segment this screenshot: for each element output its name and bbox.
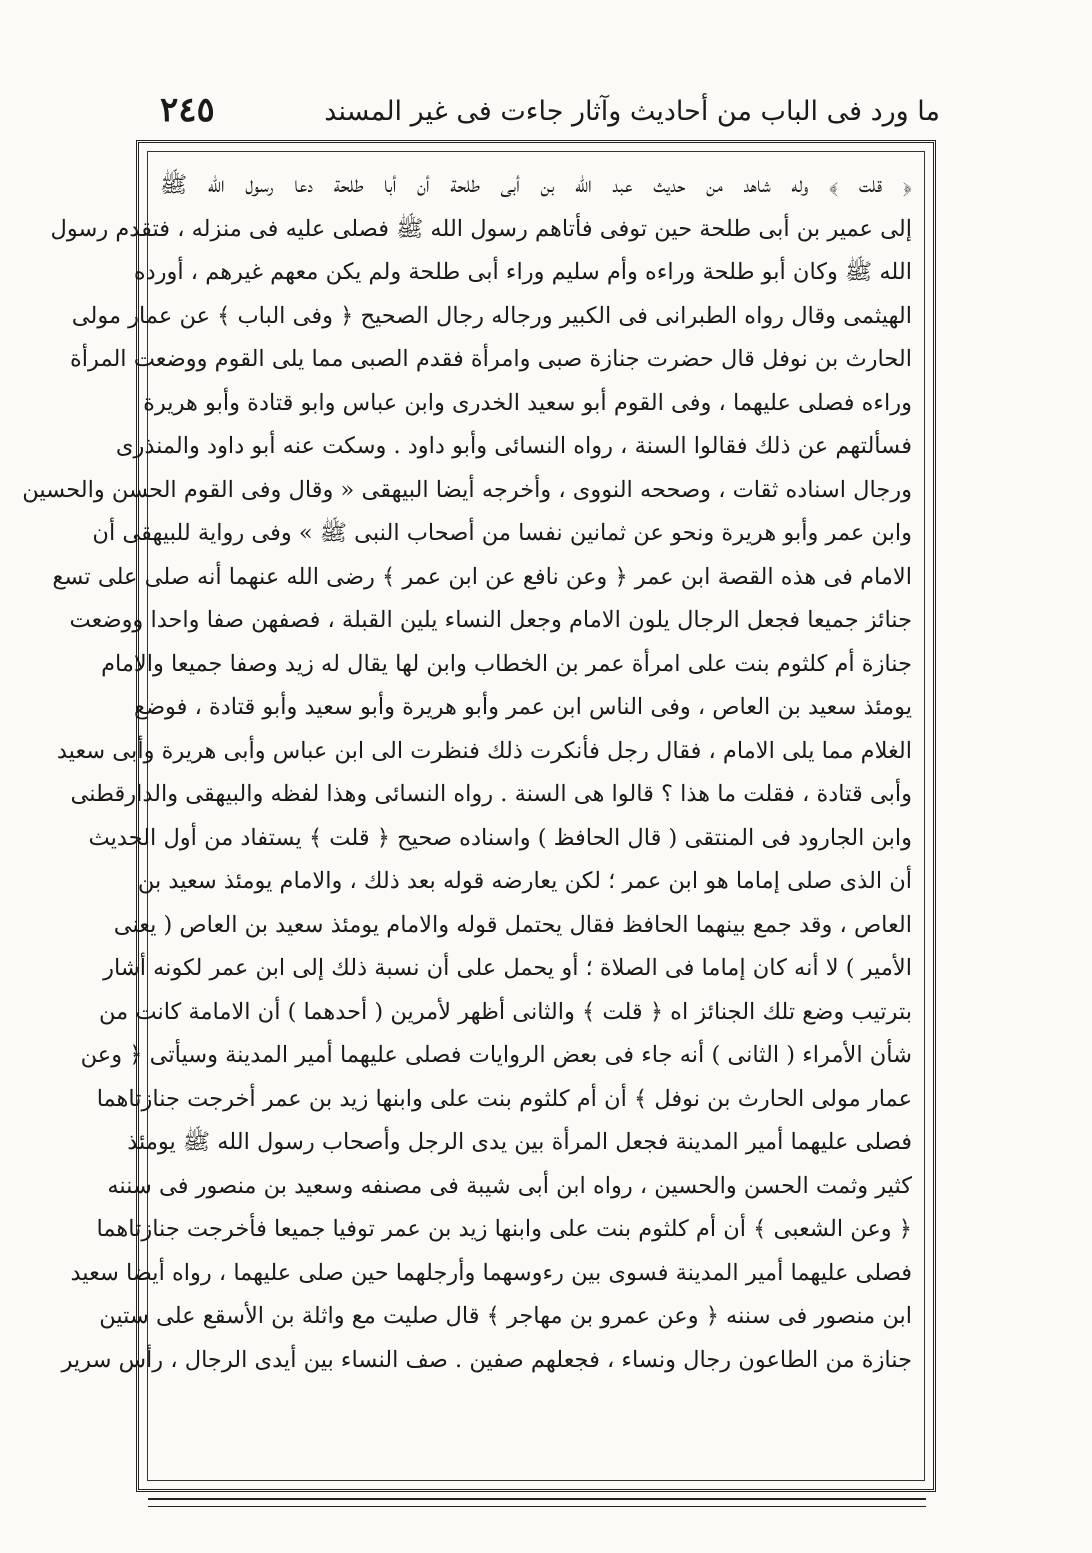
text-line: ابن منصور فى سننه ﴿ وعن عمرو بن مهاجر ﴾ قال صليت مع واثلة بن الأسقع على ستين bbox=[99, 1303, 912, 1329]
text-line: الامام فى هذه القصة ابن عمر ﴿ وعن نافع عن ابن عمر ﴾ رضى الله عنهما أنه صلى على تسع bbox=[52, 563, 912, 590]
text-line: فصلى عليهما أمير المدينة فجعل المرأة بين يدى الرجل وأصحاب رسول الله ﷺ يومئذ bbox=[127, 1129, 912, 1155]
text-line: الحارث بن نوفل قال حضرت جنازة صبى وامرأة فقدم الصبى مما يلى القوم ووضعت المرأة bbox=[69, 346, 912, 372]
text-line: ورجال اسناده ثقات ، وصححه النووى ، وأخرجه أيضا البيهقى « وقال وفى القوم الحسن والحسين bbox=[22, 476, 912, 503]
text-line: وراءه فصلى عليهما ، وفى القوم أبو سعيد الخدرى وابن عباس وابو قتادة وأبو هريرة bbox=[143, 389, 912, 416]
text-line: بترتيب وضع تلك الجنائز اه ﴿ قلت ﴾ والثانى أظهر لأمرين ( أحدهما ) أن الامامة كانت من bbox=[99, 998, 912, 1025]
text-line: فصلى عليهما أمير المدينة فسوى بين رءوسهما وأرجلهما حين صلى عليهما ، رواه أيضا سعيد bbox=[70, 1259, 912, 1286]
text-line: وأبى قتادة ، فقلت ما هذا ؟ قالوا هى السنة . رواه النسائى وهذا لفظه والبيهقى والدارقطنى bbox=[70, 781, 912, 807]
text-line: عمار مولى الحارث بن نوفل ﴾ أن أم كلثوم بنت على وابنها زيد بن عمر أخرجت جنازتاهما bbox=[96, 1085, 912, 1112]
text-line: الله ﷺ وكان أبو طلحة وراءه وأم سليم وراء أبى طلحة ولم يكن معهم غيرهم ، أورده bbox=[133, 259, 912, 285]
text-line: الغلام مما يلى الامام ، فقال رجل فأنكرت ذلك فنظرت الى ابن عباس وأبى هريرة وأبى سعيد bbox=[56, 737, 912, 764]
text-line: شأن الأمراء ( الثانى ) أنه جاء فى بعض الروايات فصلى عليهما أمير المدينة وسيأتى ﴿ وعن bbox=[80, 1042, 912, 1068]
body-text bbox=[22, 164, 912, 1484]
footer-rule bbox=[148, 1498, 926, 1507]
text-line: ﴿ قلت ﴾ وله شاهد من حديث عبد الله بن أبى طلحة أن أبا طلحة دعا رسول الله ﷺ bbox=[160, 172, 912, 198]
running-title: ما ورد فى الباب من أحاديث وآثار جاءت فى غير المسند bbox=[324, 96, 940, 127]
text-line: وابن عمر وأبو هريرة ونحو عن ثمانين نفسا من أصحاب النبى ﷺ » وفى رواية للبيهقى أن bbox=[92, 520, 912, 546]
text-line: جنازة أم كلثوم بنت على امرأة عمر بن الخطاب وابن لها يقال له زيد وصفا جميعا والامام bbox=[101, 650, 912, 677]
text-line: الهيثمى وقال رواه الطبرانى فى الكبير ورجاله رجال الصحيح ﴿ وفى الباب ﴾ عن عمار مولى bbox=[71, 302, 912, 329]
text-line: إلى عمير بن أبى طلحة حين توفى فأتاهم رسول الله ﷺ فصلى عليه فى منزله ، فتقدم رسول bbox=[50, 215, 912, 242]
text-line: وابن الجارود فى المنتقى ( قال الحافظ ) واسناده صحيح ﴿ قلت ﴾ يستفاد من أول الحديث bbox=[88, 824, 912, 851]
page-header bbox=[150, 88, 940, 140]
text-line: العاص ، وقد جمع بينهما الحافظ فقال يحتمل قوله والامام يومئذ سعيد بن العاص ( يعنى bbox=[113, 911, 912, 938]
text-line: الأمير ) لا أنه كان إماما فى الصلاة ؛ أو يحمل على أن نسبة ذلك إلى ابن عمر لكونه أشار bbox=[103, 955, 912, 981]
text-line: فسألتهم عن ذلك فقالوا السنة ، رواه النسائى وأبو داود . وسكت عنه أبو داود والمنذرى bbox=[115, 433, 912, 459]
page-number: ٢٤٥ bbox=[160, 90, 215, 130]
text-line: ﴿ وعن الشعبى ﴾ أن أم كلثوم بنت على وابنها زيد بن عمر توفيا جميعا فأخرجت جنازتاهما bbox=[96, 1216, 912, 1242]
text-line: جنائز جميعا فجعل الرجال يلون الامام وجعل النساء يلين القبلة ، فصفهن صفا واحدا ووضعت bbox=[69, 607, 912, 633]
text-line: كثير وثمت الحسن والحسين ، رواه ابن أبى شيبة فى مصنفه وسعيد بن منصور فى سننه bbox=[107, 1172, 912, 1199]
text-line: أن الذى صلى إماما هو ابن عمر ؛ لكن يعارضه قوله بعد ذلك ، والامام يومئذ سعيد بن bbox=[137, 868, 912, 894]
text-line: يومئذ سعيد بن العاص ، وفى الناس ابن عمر وأبو هريرة وأبو سعيد وأبو قتادة ، فوضع bbox=[133, 694, 912, 720]
text-line: جنازة من الطاعون رجال ونساء ، فجعلهم صفين . صف النساء بين أيدى الرجال ، رأس سرير bbox=[61, 1346, 912, 1373]
